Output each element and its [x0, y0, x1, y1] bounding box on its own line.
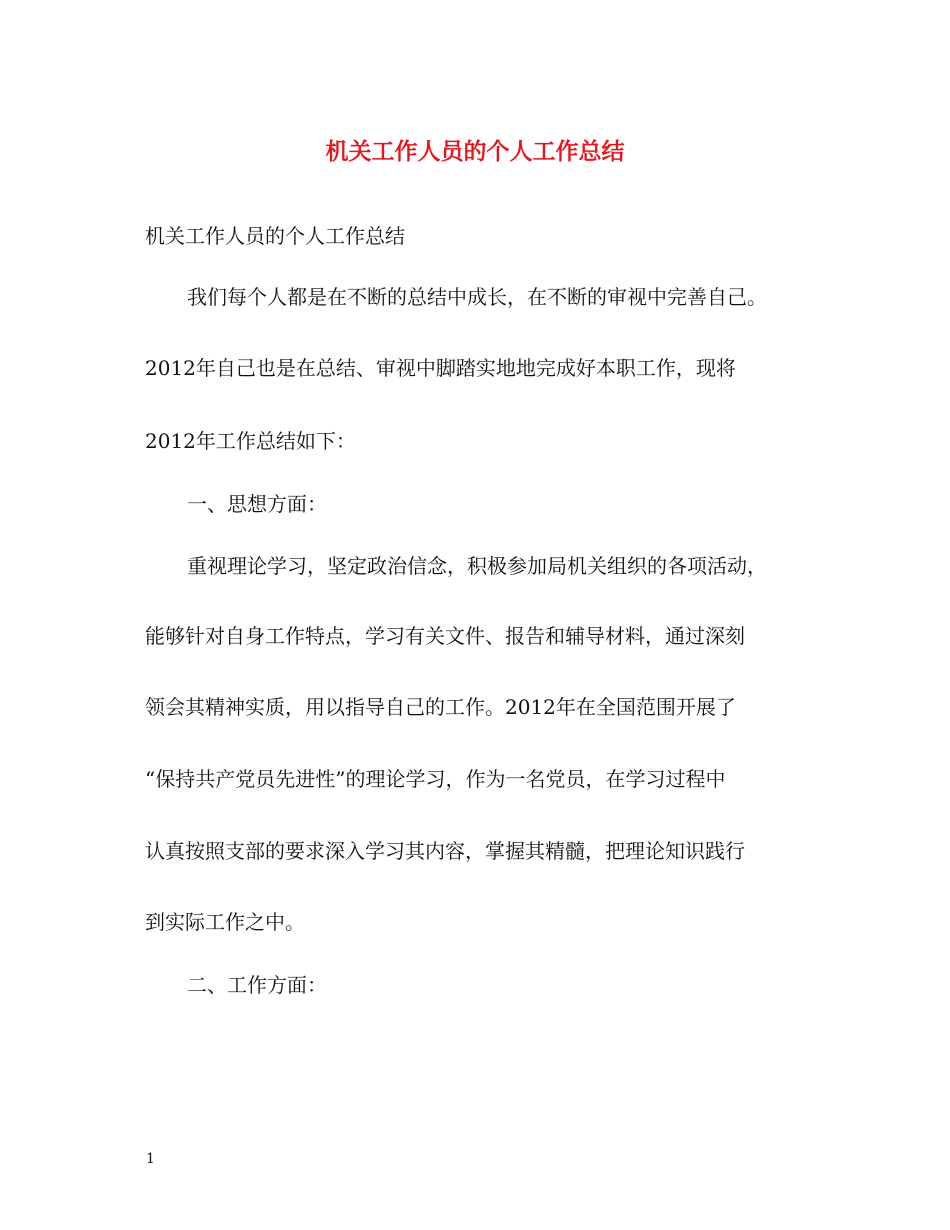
body-line: 2012年工作总结如下：: [145, 429, 356, 453]
subtitle-line: 机关工作人员的个人工作总结: [145, 224, 405, 248]
document-title: 机关工作人员的个人工作总结: [325, 138, 625, 165]
body-line: 到实际工作之中。: [145, 910, 305, 934]
body-line: 领会其精神实质，用以指导自己的工作。2012年在全国范围开展了: [145, 695, 736, 719]
body-line: 我们每个人都是在不断的总结中成长，在不断的审视中完善自己。: [187, 285, 767, 309]
body-line: 重视理论学习，坚定政治信念，积极参加局机关组织的各项活动，: [187, 554, 767, 578]
body-line: 能够针对自身工作特点，学习有关文件、报告和辅导材料，通过深刻: [145, 624, 745, 648]
section-heading: 一、思想方面：: [187, 492, 327, 516]
page-number: 1: [146, 1151, 155, 1167]
body-line: “保持共产党员先进性”的理论学习，作为一名党员，在学习过程中: [145, 767, 726, 791]
section-heading: 二、工作方面：: [187, 973, 327, 997]
body-line: 2012年自己也是在总结、审视中脚踏实地地完成好本职工作，现将: [145, 356, 736, 380]
body-line: 认真按照支部的要求深入学习其内容，掌握其精髓，把理论知识践行: [145, 839, 745, 863]
